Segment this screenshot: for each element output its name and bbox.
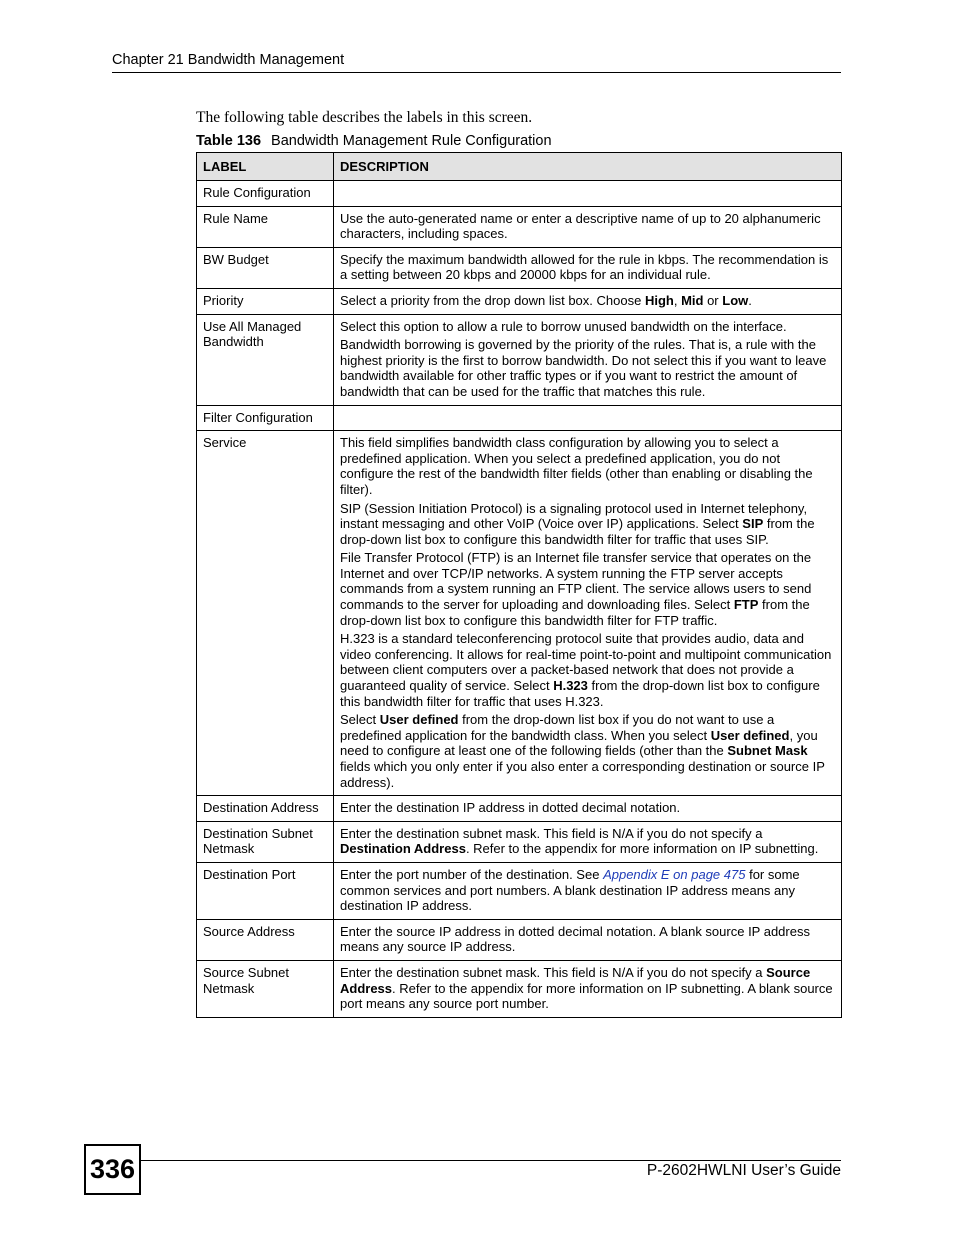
footer-rule	[141, 1160, 841, 1161]
table-body	[197, 181, 842, 1018]
text-run: , you need to configure at least one of the following fields (other than the	[340, 727, 818, 759]
text-run: or	[703, 292, 723, 308]
row-description	[334, 431, 842, 796]
text-run: from the drop-down list box if you do not want to use a predefined application for the bandwidth class. When you select	[340, 712, 775, 743]
row-label: Destination Port	[197, 862, 334, 919]
description-paragraph	[340, 319, 835, 335]
description-paragraph	[340, 712, 835, 790]
bold-term: User defined	[710, 727, 790, 743]
table-row	[197, 919, 842, 960]
text-run: . Refer to the appendix for more information on IP subnetting.	[465, 841, 819, 857]
text-run: SIP (Session Initiation Protocol) is a signaling protocol used in Internet telephony, instant messaging and other VoIP (Voice over IP) applications. Select	[340, 500, 808, 532]
bold-term: SIP	[742, 516, 764, 532]
table-row	[197, 314, 842, 405]
row-description	[334, 862, 842, 919]
rule-configuration-table	[196, 152, 842, 1018]
row-label: Destination Address	[197, 796, 334, 822]
text-run: Bandwidth borrowing is governed by the priority of the rules. That is, a rule with the highest priority is the first to borrow bandwidth. Do not select this if you want to leave bandwidth available for other traffic types or if you want to restrict the amount of bandwidth that can be used for the traffic that matches this rule.	[340, 337, 827, 399]
text-run: from the drop-down list box to configure this bandwidth filter for traffic that uses H.323.	[340, 678, 820, 709]
row-label: Service	[197, 431, 334, 796]
bold-term: Subnet Mask	[727, 743, 808, 759]
description-column-header: DESCRIPTION	[334, 153, 842, 181]
intro-text: The following table describes the labels in this screen.	[196, 109, 533, 126]
page-number: 336	[84, 1144, 141, 1195]
row-label: Rule Configuration	[197, 181, 334, 207]
table-row	[197, 796, 842, 822]
row-description	[334, 288, 842, 314]
label-column-header: LABEL	[197, 153, 334, 181]
bold-term: High	[644, 292, 674, 308]
description-paragraph	[340, 867, 835, 914]
row-label: Priority	[197, 288, 334, 314]
description-paragraph	[340, 293, 835, 309]
table-title: Bandwidth Management Rule Configuration	[271, 133, 552, 149]
table-caption	[196, 133, 552, 150]
table-row	[197, 862, 842, 919]
text-run: This field simplifies bandwidth class configuration by allowing you to select a predefined application. When you select a predefined application, you do not configure the rest of the bandwidth filter fields (other than enabling or disabling the filter).	[340, 435, 813, 497]
chapter-title: Chapter 21 Bandwidth Management	[112, 52, 345, 68]
running-header	[112, 52, 841, 73]
text-run: Select a priority from the drop down list box. Choose	[340, 292, 645, 308]
text-run: from the drop-down list box to configure this bandwidth filter for FTP traffic.	[340, 597, 810, 628]
description-paragraph	[340, 211, 835, 242]
table-row	[197, 960, 842, 1017]
row-label: BW Budget	[197, 247, 334, 288]
bold-term: Low	[722, 292, 749, 308]
bold-term: FTP	[733, 597, 759, 613]
description-paragraph	[340, 965, 835, 1012]
bold-term: Mid	[681, 292, 704, 308]
row-label: Rule Name	[197, 206, 334, 247]
text-run: Specify the maximum bandwidth allowed for the rule in kbps. The recommendation is a setting between 20 kbps and 20000 kbps for an individual rule.	[340, 251, 829, 283]
text-run: from the drop-down list box to configure this bandwidth filter for traffic that uses SIP.	[340, 516, 815, 547]
description-paragraph	[340, 800, 835, 816]
text-run: File Transfer Protocol (FTP) is an Internet file transfer service that operates on the Internet and over TCP/IP networks. A system running the FTP server accepts commands from a system running an FTP client. The service allows users to send commands to the server for uploading and downloading files. Select	[340, 550, 812, 613]
bold-term: User defined	[379, 712, 459, 728]
table-row	[197, 181, 842, 207]
row-label: Destination Subnet Netmask	[197, 821, 334, 862]
row-label: Source Address	[197, 919, 334, 960]
text-run: .	[748, 292, 752, 308]
row-description	[334, 181, 842, 207]
text-run: Enter the destination subnet mask. This field is N/A if you do not specify a	[340, 964, 767, 980]
description-paragraph	[340, 337, 835, 399]
row-label: Filter Configuration	[197, 405, 334, 431]
row-description	[334, 919, 842, 960]
description-paragraph	[340, 826, 835, 857]
text-run: Enter the destination subnet mask. This field is N/A if you do not specify a	[340, 825, 763, 841]
text-run: for some common services and port numbers. A blank destination IP address means any destination IP address.	[340, 866, 800, 914]
description-paragraph	[340, 435, 835, 497]
row-description	[334, 247, 842, 288]
text-run: Select	[340, 712, 380, 728]
table-row	[197, 405, 842, 431]
table-header-row	[197, 153, 842, 181]
bold-term: Destination Address	[340, 841, 466, 857]
description-paragraph	[340, 631, 835, 709]
text-run: Use the auto-generated name or enter a descriptive name of up to 20 alphanumeric characters, including spaces.	[340, 210, 821, 242]
row-description	[334, 796, 842, 822]
text-run: ,	[673, 292, 682, 308]
table-row	[197, 247, 842, 288]
table-row	[197, 288, 842, 314]
text-run: Select this option to allow a rule to borrow unused bandwidth on the interface.	[340, 318, 787, 334]
guide-title: P-2602HWLNI User’s Guide	[646, 1162, 841, 1179]
table-row	[197, 206, 842, 247]
text-run: Enter the port number of the destination. See	[340, 866, 604, 882]
cross-reference-link[interactable]: Appendix E on page 475	[603, 866, 746, 882]
row-description	[334, 821, 842, 862]
text-run: Enter the source IP address in dotted decimal notation. A blank source IP address means any source IP address.	[340, 923, 810, 955]
row-label: Use All Managed Bandwidth	[197, 314, 334, 405]
table-row	[197, 431, 842, 796]
description-paragraph	[340, 924, 835, 955]
description-paragraph	[340, 501, 835, 548]
row-description	[334, 960, 842, 1017]
bold-term: H.323	[553, 678, 588, 694]
table-number: Table 136	[196, 133, 262, 149]
bold-term: Source Address	[340, 964, 811, 996]
row-label: Source Subnet Netmask	[197, 960, 334, 1017]
table-row	[197, 821, 842, 862]
text-run: . Refer to the appendix for more information on IP subnetting. A blank source port means any source port number.	[340, 980, 833, 1012]
text-run: Enter the destination IP address in dotted decimal notation.	[340, 800, 681, 816]
row-description	[334, 405, 842, 431]
row-description	[334, 206, 842, 247]
text-run: H.323 is a standard teleconferencing protocol suite that provides audio, data and video conferencing. It allows for real-time point-to-point and multipoint communication between client computers over a packet-based network that does not provide a guaranteed quality of service. Select	[340, 631, 832, 694]
description-paragraph	[340, 252, 835, 283]
row-description	[334, 314, 842, 405]
description-paragraph	[340, 550, 835, 628]
text-run: fields which you only enter if you also enter a corresponding destination or source IP address).	[340, 759, 825, 790]
